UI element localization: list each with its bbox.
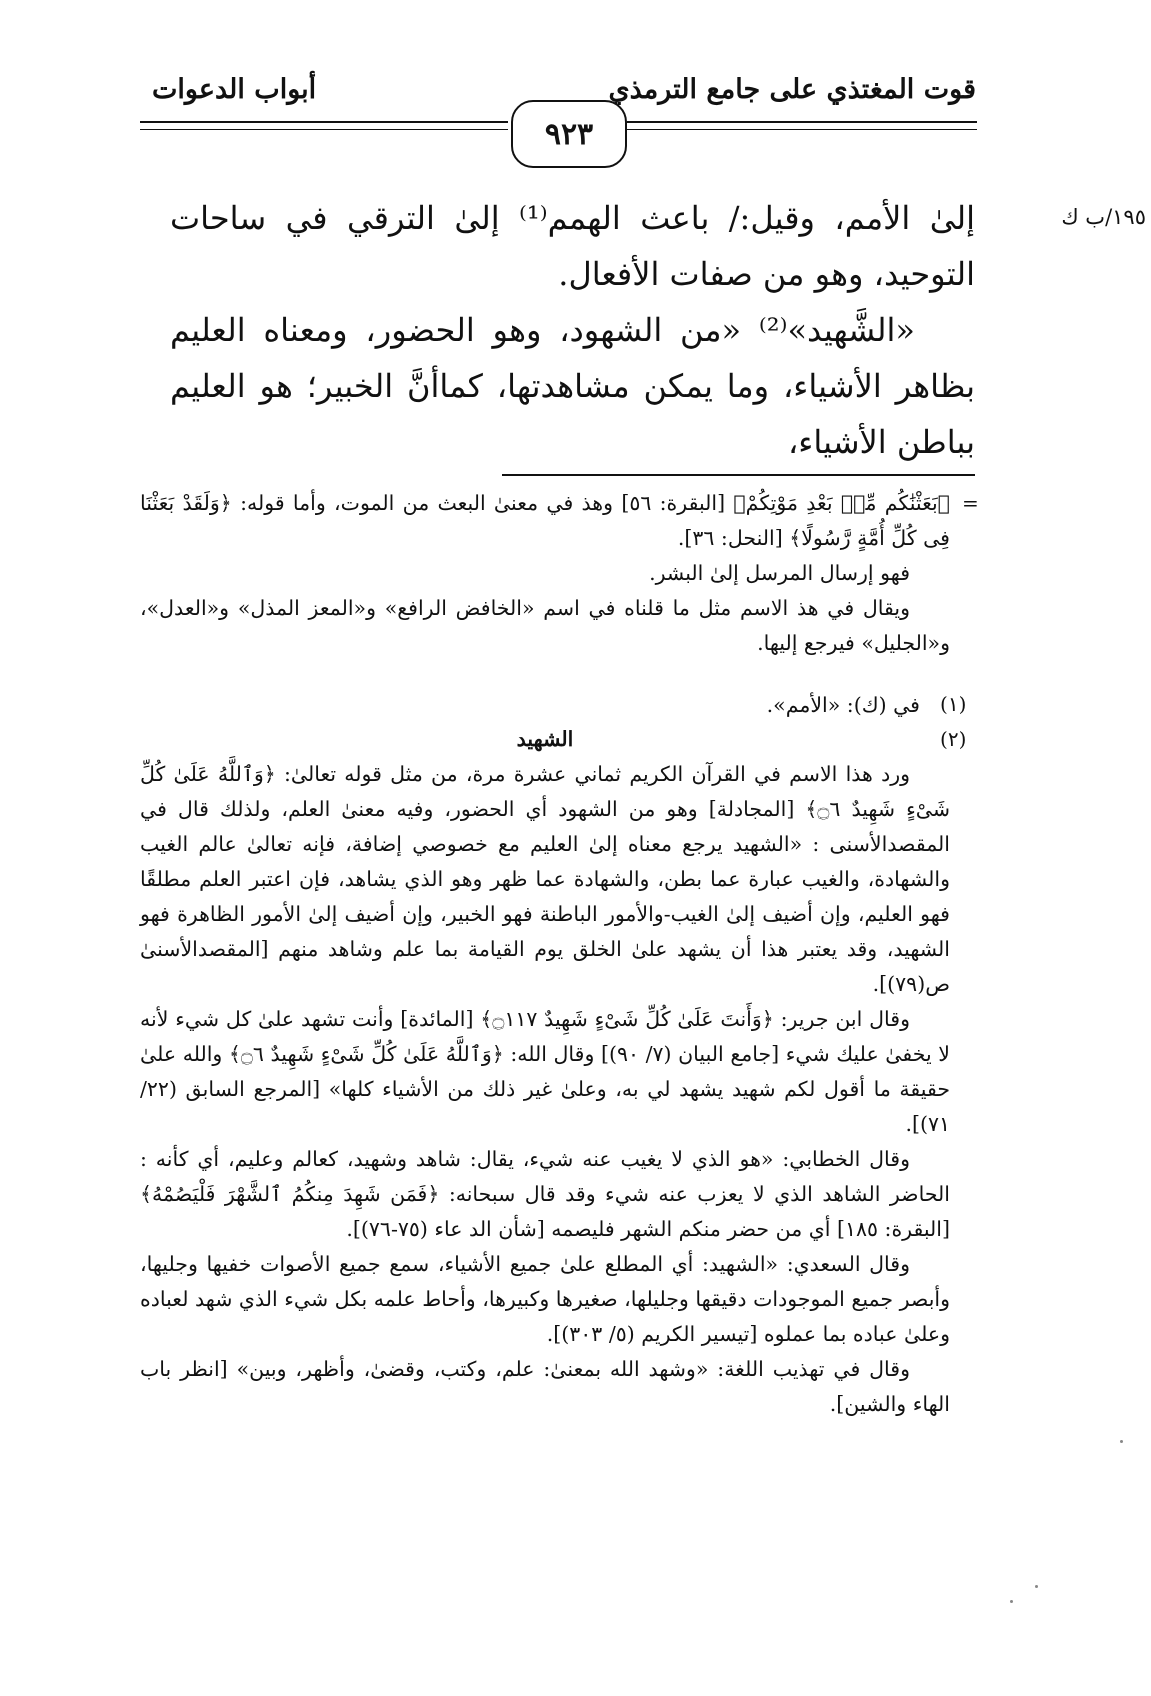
footnote-2-paragraph-2: وقال ابن جرير: ﴿وَأَنتَ عَلَىٰ كُلِّ شَىْءٍ شَهِيدٌ ۝١١٧﴾ [المائدة] وأنت تشهد علىٰ كل شيء لأنه لا يخفىٰ عليك شيء [جامع البيان (٧/ ٩٠)] وقال الله: ﴿وَٱللَّهُ عَلَىٰ كُلِّ شَىْءٍ شَهِيدٌ ۝٦﴾ والله علىٰ حقيقة ما أقول لكم شهيد يشهد لي به، وعلىٰ غير ذلك من الأشياء كلها» [المرجع السابق (٢٢/ ٧١)]. — [140, 1007, 950, 1136]
book-title: قوت المغتذي على جامع الترمذي — [608, 74, 976, 105]
header-rule-right-top — [627, 121, 977, 123]
footnote-1 — [140, 688, 920, 723]
footnote-2-number: (٢) — [940, 727, 967, 751]
footnote-2-paragraph-3: وقال الخطابي: «هو الذي لا يغيب عنه شيء، يقال: شاهد وشهيد، كعالم وعليم، أي كأنه : الحاضر الشاهد الذي لا يعزب عنه شيء وقد قال سبحانه: ﴿فَمَن شَهِدَ مِنكُمُ ٱلشَّهْرَ فَلْيَصُمْهُ﴾ [البقرة: ١٨٥] أي من حضر منكم الشهر فليصمه [شأن الد عاء (٧٥-٧٦)]. — [140, 1147, 950, 1241]
footnotes — [140, 486, 950, 661]
manuscript-folio-note: ١٩٥/ب ك — [1061, 205, 1146, 229]
footnote-continuation-line-2: فهو إرسال المرسل إلىٰ البشر. — [649, 561, 910, 585]
footnote-1-number: (١) — [940, 692, 967, 716]
footnote-2-paragraph-1: ورد هذا الاسم في القرآن الكريم ثماني عشرة مرة، من مثل قوله تعالىٰ: ﴿وَٱللَّهُ عَلَىٰ كُلِّ شَىْءٍ شَهِيدٌ ۝٦﴾ [المجادلة] وهو من الشهود أي الحضور، وفيه معنىٰ العلم، ولذلك قال في المقصدالأسنى : «الشهيد يرجع معناه إلىٰ العليم مع خصوصي إضافة، فإنه تعالىٰ عالم الغيب والشهادة، والغيب عبارة عما بطن، والشهادة عما ظهر وهو الذي يشاهد، فإن اعتبر العلم مطلقًا فهو العليم، وإن أضيف إلىٰ الغيب-والأمور الباطنة فهو الخبير، وإن أضيف إلىٰ الأمور الظاهرة فهو الشهيد، وقد يعتبر هذا أن يشهد علىٰ الخلق يوم القيامة بما علم وشاهد منهم [المقصدالأسنىٰ ص(٧٩)]. — [140, 762, 950, 996]
footnote-1-text: في (ك): «الأمم». — [766, 693, 920, 717]
scan-speck — [1010, 1600, 1013, 1603]
page-number: ٩٢٣ — [511, 100, 627, 168]
main-paragraph-2: «الشَّهيد»⁽²⁾ «من الشهود، وهو الحضور، ومعناه العليم بظاهر الأشياء، وما يمكن مشاهدتها، كماأنَّ الخبير؛ هو العليم بباطن الأشياء، — [170, 311, 975, 461]
footnote-continuation-mark: = — [962, 491, 979, 515]
header-rule-left-bottom — [140, 129, 508, 130]
header-rule-right-bottom — [627, 129, 977, 130]
header-rule-left-top — [140, 121, 508, 123]
section-title: أبواب الدعوات — [152, 74, 317, 105]
footnote-2-paragraph-5: وقال في تهذيب اللغة: «وشهد الله بمعنىٰ: علم، وكتب، وقضىٰ، وأظهر، وبين» [انظر باب الهاء والشين]. — [140, 1357, 950, 1416]
footnote-separator — [502, 474, 975, 476]
main-paragraph-1: إلىٰ الأمم، وقيل:/ باعث الهمم⁽¹⁾ إلىٰ الترقي في ساحات التوحيد، وهو من صفات الأفعال. — [170, 199, 975, 293]
footnote-2-paragraph-4: وقال السعدي: «الشهيد: أي المطلع علىٰ جميع الأشياء، سمع جميع الأصوات خفيها وجليها، وأبصر جميع الموجودات دقيقها وجليلها، صغيرها وكبيرها، وأحاط علمه بكل شيء الذي شهد لعباده وعلىٰ عباده بما عملوه [تيسير الكريم (٥/ ٣٠٣)]. — [140, 1252, 950, 1346]
footnote-continuation-line-3: ويقال في هذ الاسم مثل ما قلناه في اسم «الخافض الرافع» و«المعز المذل» و«العدل»، و«الجليل» فيرجع إليها. — [140, 596, 950, 655]
footnote-2 — [140, 722, 950, 1422]
main-text — [170, 190, 975, 470]
footnote-2-title: الشهيد — [516, 727, 574, 751]
scan-speck — [1120, 1440, 1123, 1443]
footnote-continuation-line-1: ﴿بَعَثْنَٰكُم مِّنۢ بَعْدِ مَوْتِكُمْ﴾ [البقرة: ٥٦] وهذ في معنىٰ البعث من الموت، وأما قوله: ﴿وَلَقَدْ بَعَثْنَا فِى كُلِّ أُمَّةٍ رَّسُولًا﴾ [النحل: ٣٦]. — [140, 491, 950, 550]
scan-speck — [1035, 1585, 1038, 1588]
